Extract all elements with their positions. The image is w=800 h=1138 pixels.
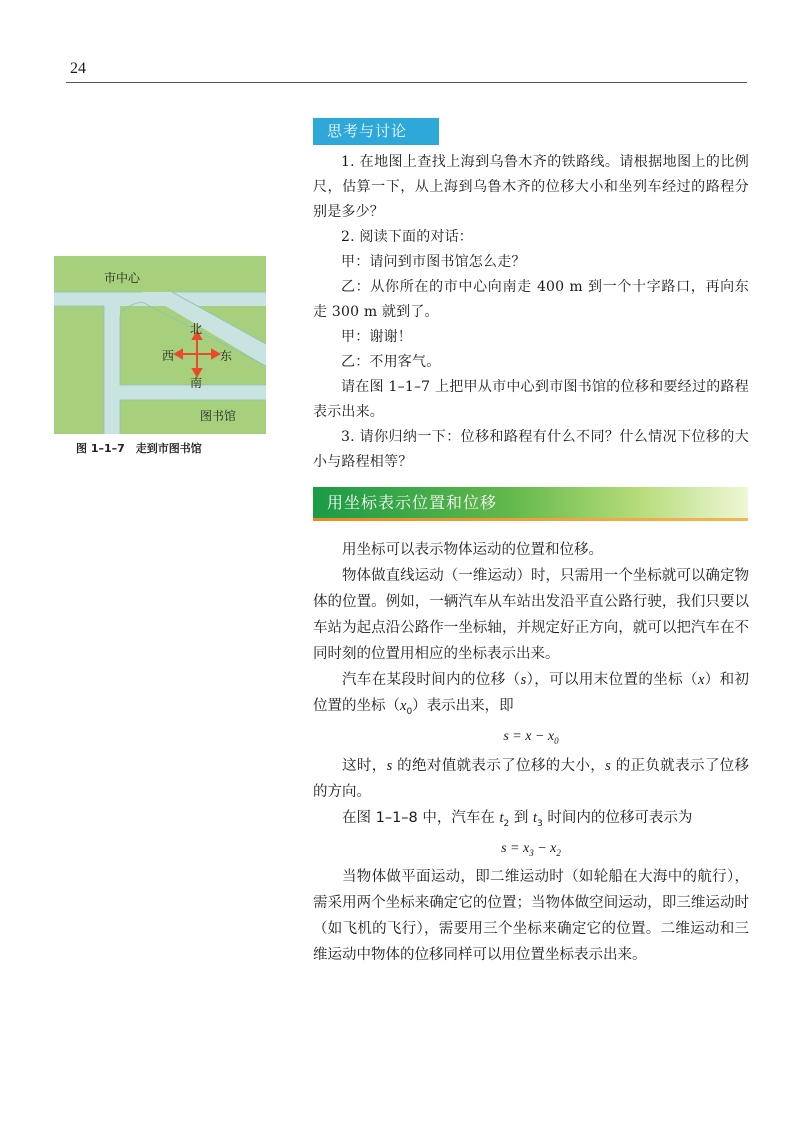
dialogue-line: 甲：谢谢！ — [341, 329, 412, 345]
road-horizontal-bottom — [104, 385, 266, 400]
paragraph: 汽车在某段时间内的位移（s），可以用末位置的坐标（x）和初位置的坐标$(x_0)$表示出来，即 — [313, 672, 750, 717]
label-north: 北 — [190, 322, 203, 336]
road-vertical — [104, 292, 120, 434]
header-rule — [66, 82, 747, 83]
paragraph: 当物体做平面运动，即二维运动时（如轮船在大海中的航行），需采用两个坐标来确定它的位置；当物体做空间运动，即三维运动时（如飞机的飞行），需要用三个坐标来确定它的位置。二维运动和三维运动中物体的位移同样可以用位置坐标表示出来。 — [313, 869, 749, 964]
think-discuss-body — [313, 150, 749, 475]
question-2-task: 请在图 1–1–7 上把甲从市中心到市图书馆的位移和要经过的路程表示出来。 — [313, 379, 749, 420]
think-discuss-tag: 思考与讨论 — [313, 118, 439, 145]
map-figure — [54, 256, 266, 434]
paragraph: 这时，s 的绝对值就表示了位移的大小，s 的正负就表示了位移的方向。 — [313, 757, 750, 800]
section-underline — [313, 518, 748, 521]
paragraph: 物体做直线运动（一维运动）时，只需用一个坐标就可以确定物体的位置。例如，一辆汽车从车站出发沿平直公路行驶，我们只要以车站为起点沿公路作一坐标轴，并规定好正方向，就可以把汽车在不同时刻的位置用相应的坐标表示出来。 — [313, 568, 749, 662]
question-1: 1. 在地图上查找上海到乌鲁木齐的铁路线。请根据地图上的比例尺，估算一下，从上海到乌鲁木齐的位移大小和坐列车经过的路程分别是多少？ — [313, 154, 749, 220]
page-number: 24 — [70, 60, 86, 77]
dialogue-line: 甲：请问到市图书馆怎么走？ — [341, 254, 526, 270]
section-title: 用坐标表示位置和位移 — [327, 493, 498, 512]
section-banner — [313, 487, 748, 518]
label-west: 西 — [162, 349, 175, 363]
figure-caption: 图 1–1–7 走到市图书馆 — [76, 442, 202, 455]
question-3: 3. 请你归纳一下：位移和路程有什么不同？什么情况下位移的大小与路程相等？ — [313, 429, 749, 470]
label-east: 东 — [220, 349, 233, 363]
dialogue-line: 乙：不用客气。 — [341, 354, 441, 370]
label-south: 南 — [190, 376, 203, 390]
dialogue-line: 乙：从你所在的市中心向南走 400 m 到一个十字路口，再向东走 300 m 就到了。 — [313, 279, 749, 320]
label-library: 图书馆 — [200, 409, 237, 423]
question-2: 2. 阅读下面的对话： — [341, 229, 474, 245]
equation: $s = x_3 - x_2$ — [501, 840, 561, 858]
paragraph: 在图 1–1–8 中，汽车在 $t_2$ 到 $t_3$ 时间内的位移可表示为 — [342, 809, 693, 829]
main-body — [313, 537, 749, 968]
equation: $s = x - x_0$ — [503, 728, 559, 746]
label-city-center: 市中心 — [104, 271, 141, 285]
paragraph: 用坐标可以表示物体运动的位置和位移。 — [342, 542, 603, 558]
